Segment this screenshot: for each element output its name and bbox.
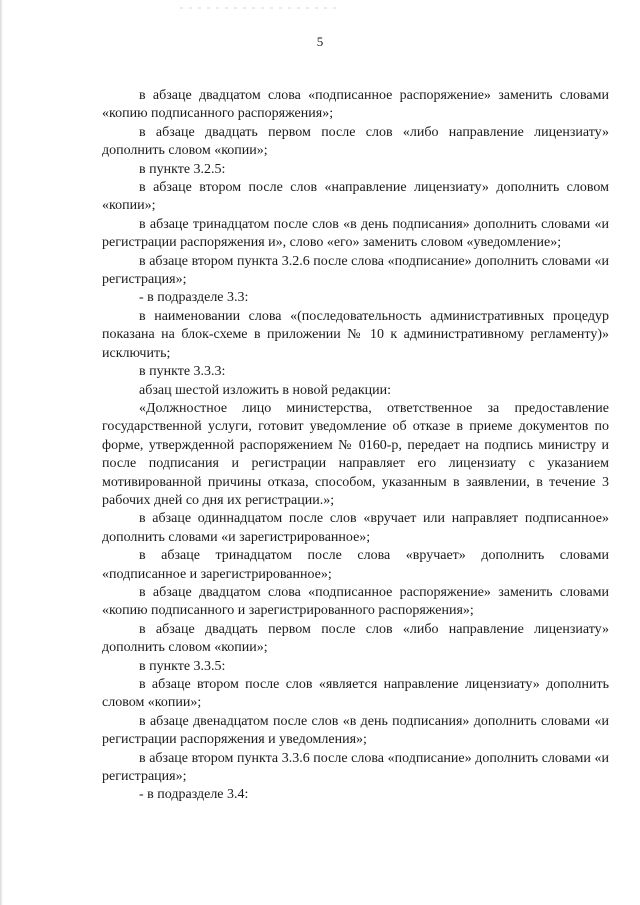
document-body xyxy=(102,87,609,805)
paragraph: - в подразделе 3.4: xyxy=(139,787,249,803)
paragraph: - в подразделе 3.3: xyxy=(139,290,249,306)
paragraph: в абзаце тринадцатом после слова «вручает» дополнить словами «подписанное и зарегистрированное»; xyxy=(102,548,609,582)
scan-edge-shadow xyxy=(0,0,3,905)
paragraph: в абзаце тринадцатом после слов «в день подписания» дополнить словами «и регистрации распоряжения и», слово «его» заменить словом «уведомление»; xyxy=(102,216,609,251)
paragraph: в абзаце втором после слов «является направление лицензиату» дополнить словом «копии»; xyxy=(102,677,609,711)
page-number: 5 xyxy=(316,34,324,49)
paragraph: в абзаце двадцатом слова «подписанное распоряжение» заменить словами «копию подписанного распоряжения»; xyxy=(102,88,609,122)
paragraph: в наименовании слова «(последовательность административных процедур показана на блок-схеме в приложении № 10 к административному регламенту)» исключить; xyxy=(102,308,609,361)
paragraph: в абзаце втором после слов «направление лицензиату» дополнить словом «копии»; xyxy=(102,180,609,214)
paragraph: в абзаце одиннадцатом после слов «вручает или направляет подписанное» дополнить словами «и зарегистрированное»; xyxy=(102,511,609,545)
paragraph: в пункте 3.3.3: xyxy=(139,364,226,380)
paragraph: «Должностное лицо министерства, ответственное за предоставление государственной услуги, готовит уведомление об отказе в приеме документов по форме, утвержденной распоряжением № 0160-р, передает на подпись министру и после подписания и регистрации направляет его лицензиату с указанием мотивированной причины отказа, способом, указанным в заявлении, в течение 3 рабочих дней со дня их регистрации.»; xyxy=(102,400,609,508)
paragraph: в абзаце втором пункта 3.2.6 после слова «подписание» дополнить словами «и регистрация»; xyxy=(102,253,609,288)
paragraph: в абзаце втором пункта 3.3.6 после слова «подписание» дополнить словами «и регистрация»; xyxy=(102,750,609,785)
paragraph: в пункте 3.3.5: xyxy=(139,658,226,674)
scan-specks xyxy=(180,7,340,9)
paragraph: в пункте 3.2.5: xyxy=(139,161,226,177)
paragraph: в абзаце двенадцатом после слов «в день подписания» дополнить словами «и регистрации распоряжения и уведомления»; xyxy=(102,713,609,748)
paragraph: в абзаце двадцать первом после слов «либо направление лицензиату» дополнить словом «копии»; xyxy=(102,621,609,656)
paragraph: абзац шестой изложить в новой редакции: xyxy=(139,382,392,398)
paragraph: в абзаце двадцатом слова «подписанное распоряжение» заменить словами «копию подписанного и зарегистрированного распоряжения»; xyxy=(102,584,609,619)
paragraph: в абзаце двадцать первом после слов «либо направление лицензиату» дополнить словом «копии»; xyxy=(102,124,609,159)
